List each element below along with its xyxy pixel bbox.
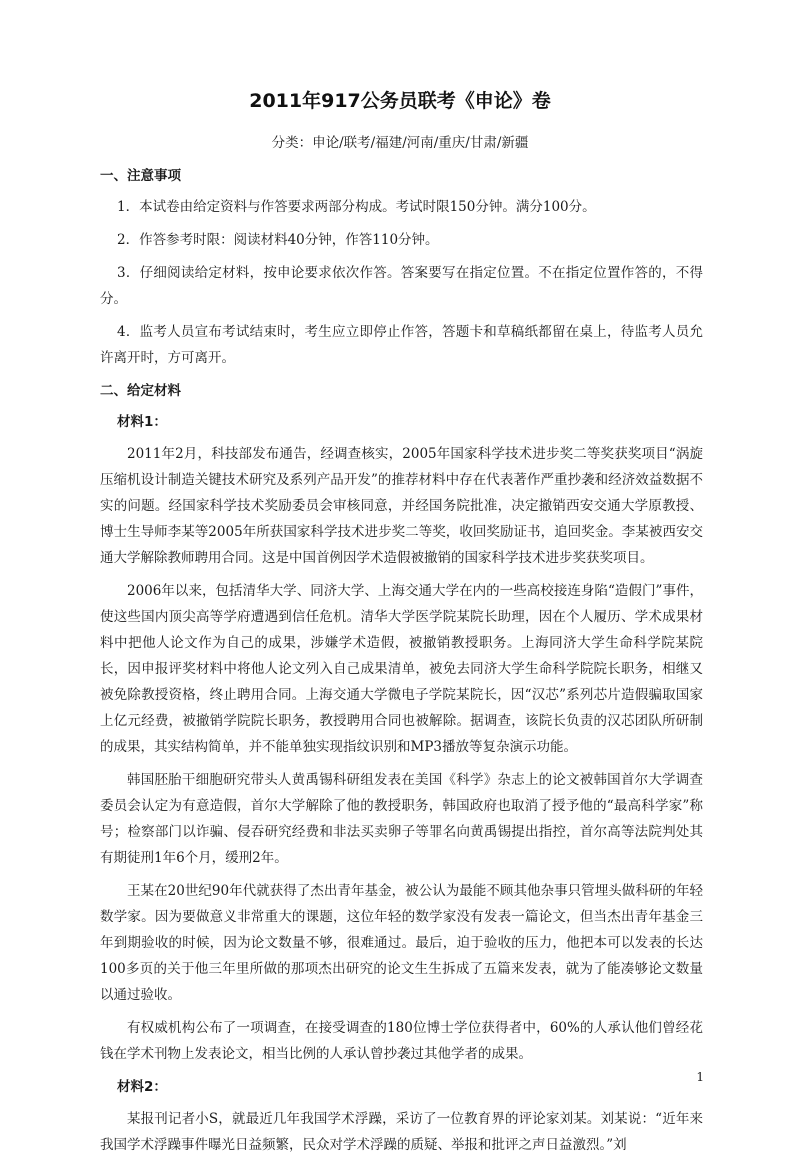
category-line: 分类：申论/联考/福建/河南/重庆/甘肃/新疆 (271, 135, 529, 151)
page-number: 1 (696, 1070, 704, 1084)
note-item: 4．监考人员宣布考试结束时，考生应立即停止作答，答题卡和草稿纸都留在桌上，待监考人员允许离开时，方可离开。 (100, 324, 703, 366)
material-paragraph: 2006年以来，包括清华大学、同济大学、上海交通大学在内的一些高校接连身陷“造假门”事件，使这些国内顶尖高等学府遭遇到信任危机。清华大学医学院某院长助理，因在个人履历、学术成果材料中把他人论文作为自己的成果，涉嫌学术造假，被撤销教授职务。上海同济大学生命科学院某院长，因申报评奖材料中将他人论文列入自己成果清单，被免去同济大学生命科学院院长职务，相继又被免除教授资格，终止聘用合同。上海交通大学微电子学院某院长，因“汉芯”系列芯片造假骗取国家上亿元经费，被撤销学院院长职务，教授聘用合同也被解除。据调查，该院长负责的汉芯团队所研制的成果，其实结构简单，并不能单独实现指纹识别和MP3播放等复杂演示功能。 (100, 583, 703, 755)
section-heading-materials: 二、给定材料 (100, 383, 181, 399)
material-1-label: 材料1： (117, 414, 167, 430)
note-item: 3．仔细阅读给定材料，按申论要求依次作答。答案要写在指定位置。不在指定位置作答的，不得分。 (100, 265, 703, 307)
section-heading-notes: 一、注意事项 (100, 168, 181, 184)
note-item: 1．本试卷由给定资料与作答要求两部分构成。考试时限150分钟。满分100分。 (117, 199, 596, 215)
material-paragraph: 某报刊记者小S，就最近几年我国学术浮躁，采访了一位教育界的评论家刘某。刘某说：“近年来我国学术浮躁事件曝光日益频繁，民众对学术浮躁的质疑、举报和批评之声日益激烈。”刘 (100, 1111, 703, 1153)
material-paragraph: 王某在20世纪90年代就获得了杰出青年基金，被公认为最能不顾其他杂事只管埋头做科研的年轻数学家。因为要做意义非常重大的课题，这位年轻的数学家没有发表一篇论文，但当杰出青年基金三年到期验收的时候，因为论文数量不够，很难通过。最后，迫于验收的压力，他把本可以发表的长达100多页的关于他三年里所做的那项杰出研究的论文生生拆成了五篇来发表，就为了能凑够论文数量以通过验收。 (100, 883, 703, 1003)
material-paragraph: 2011年2月，科技部发布通告，经调查核实，2005年国家科学技术进步奖二等奖获奖项目“涡旋压缩机设计制造关键技术研究及系列产品开发”的推荐材料中存在代表著作严重抄袭和经济效益数据不实的问题。经国家科学技术奖励委员会审核同意，并经国务院批准，决定撤销西安交通大学原教授、博士生导师李某等2005年所获国家科学技术进步奖二等奖，收回奖励证书，追回奖金。李某被西安交通大学解除教师聘用合同。这是中国首例因学术造假被撤销的国家科学技术进步奖获奖项目。 (100, 446, 703, 566)
document-title: 2011年917公务员联考《申论》卷 (249, 90, 551, 112)
material-2-label: 材料2： (117, 1079, 167, 1095)
document-body (100, 158, 703, 1165)
note-item: 2．作答参考时限：阅读材料40分钟，作答110分钟。 (117, 232, 439, 248)
material-paragraph: 有权威机构公布了一项调查，在接受调查的180位博士学位获得者中，60%的人承认他们曾经花钱在学术刊物上发表论文，相当比例的人承认曾抄袭过其他学者的成果。 (100, 1020, 703, 1062)
material-paragraph: 韩国胚胎干细胞研究带头人黄禹锡科研组发表在美国《科学》杂志上的论文被韩国首尔大学调查委员会认定为有意造假，首尔大学解除了他的教授职务，韩国政府也取消了授予他的“最高科学家”称号；检察部门以诈骗、侵吞研究经费和非法买卖卵子等罪名向黄禹锡提出指控，首尔高等法院判处其有期徒刑1年6个月，缓刑2年。 (100, 772, 703, 866)
